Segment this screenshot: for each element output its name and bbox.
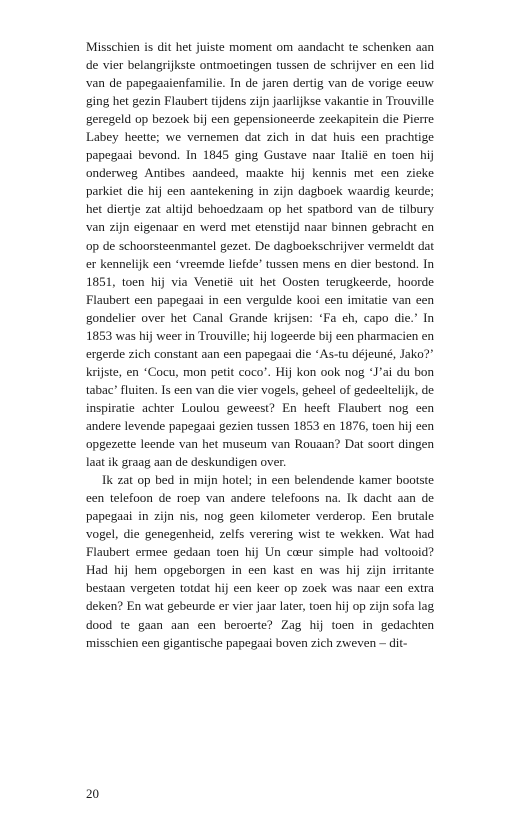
paragraph-2: Ik zat op bed in mijn hotel; in een belendende kamer bootste een telefoon de roep van andere telefoons na. Ik dacht aan de papegaai in zijn nis, nog geen kilometer verderop. Een brutale vogel, die genegenheid, zelfs verering wist te wekken. Wat had Flaubert ermee gedaan toen hij Un cœur simple had voltooid? Had hij hem opgeborgen in een kast en was hij zijn irritante bestaan vergeten totdat hij een keer op zoek was naar een extra deken? En wat gebeurde er vier jaar later, toen hij op zijn sofa lag dood te gaan aan een beroerte? Zag hij toen in gedachten misschien een gigantische papegaai boven zich zweven – dit- <box>86 472 434 650</box>
book-page-text <box>86 38 434 652</box>
page-number: 20 <box>86 786 99 801</box>
paragraph-1: Misschien is dit het juiste moment om aandacht te schenken aan de vier belangrijkste ontmoetingen tussen de schrijver en een lid van de papegaaienfamilie. In de jaren dertig van de vorige eeuw ging het gezin Flaubert tijdens zijn jaarlijkse vakantie in Trouville geregeld op bezoek bij een gepensioneerde zeekapitein die Pierre Labey heette; we vernemen dat zich in dat huis een prachtige papegaai bevond. In 1845 ging Gustave naar Italië en toen hij onderweg Antibes aandeed, maakte hij kennis met een zieke parkiet die hij een aantekening in zijn dagboek waardig keurde; het diertje zat altijd behoedzaam op het spatbord van de tilbury van zijn eigenaar en werd met etenstijd naar binnen gebracht en op de schoorsteenmantel gezet. De dagboekschrijver vermeldt dat er kennelijk een ‘vreemde liefde’ tussen mens en dier bestond. In 1851, toen hij via Venetië uit het Oosten terugkeerde, hoorde Flaubert een papegaai in een vergulde kooi een imitatie van een gondelier over het Canal Grande krijsen: ‘Fa eh, capo die.’ In 1853 was hij weer in Trouville; hij logeerde bij een pharmacien en ergerde zich constant aan een papegaai die ‘As-tu déjeuné, Jako?’ krijste, en ‘Cocu, mon petit coco’. Hij kon ook nog ‘J’ai du bon tabac’ fluiten. Is een van die vier vogels, geheel of gedeeltelijk, de inspiratie achter Loulou geweest? En heeft Flaubert nog een andere levende papegaai gezien tussen 1853 en 1876, toen hij een opgezette leende van het museum van Rouaan? Dat soort dingen laat ik graag aan de deskundigen over. <box>86 39 434 470</box>
